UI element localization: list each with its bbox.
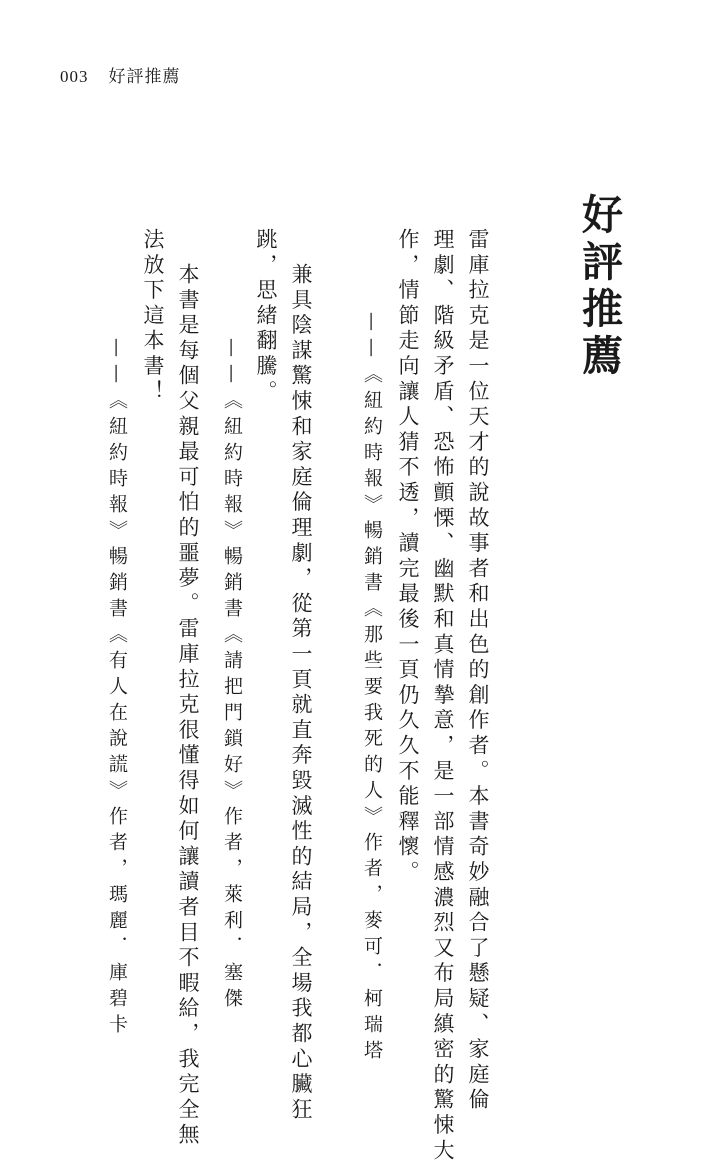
review-1-line-2: 理劇、階級矛盾、恐怖顫慄、幽默和真情摯意，是一部情感濃烈又布局縝密的驚悚大 bbox=[431, 228, 455, 1164]
section-title: 好評推薦 bbox=[575, 193, 623, 381]
running-header bbox=[60, 62, 181, 87]
review-2-attribution: ——《紐約時報》暢銷書《請把門鎖好》作者，萊利．塞傑 bbox=[221, 338, 243, 1014]
review-3-attribution: ——《紐約時報》暢銷書《有人在說謊》作者，瑪麗．庫碧卡 bbox=[106, 338, 128, 1040]
page-number: 003 bbox=[60, 67, 89, 86]
review-3-line-1: 本書是每個父親最可怕的噩夢。雷庫拉克很懂得如何讓讀者目不暇給，我完全無 bbox=[176, 263, 200, 1149]
review-2-line-1: 兼具陰謀驚悚和家庭倫理劇，從第一頁就直奔毀滅性的結局，全場我都心臟狂 bbox=[289, 263, 313, 1124]
review-1-line-3: 作，情節走向讓人猜不透，讀完最後一頁仍久久不能釋懷。 bbox=[396, 228, 420, 886]
review-1-line-1: 雷庫拉克是一位天才的說故事者和出色的創作者。本書奇妙融合了懸疑、家庭倫 bbox=[466, 228, 490, 1114]
running-title: 好評推薦 bbox=[108, 67, 181, 87]
review-2-line-2: 跳，思緒翻騰。 bbox=[254, 228, 278, 406]
review-3-line-2: 法放下這本書！ bbox=[141, 228, 165, 406]
review-1-attribution: ——《紐約時報》暢銷書《那些要我死的人》作者，麥可．柯瑞塔 bbox=[361, 312, 383, 1066]
